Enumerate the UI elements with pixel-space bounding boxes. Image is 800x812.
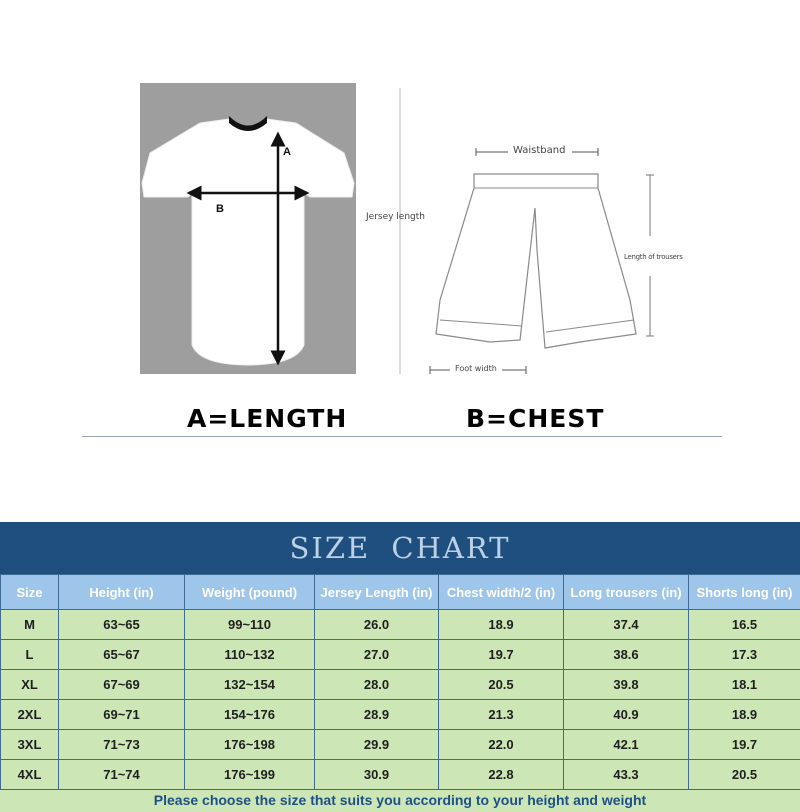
cell-long-trousers: 43.3 [564, 760, 689, 790]
column-header-jersey-length: Jersey Length (in) [315, 575, 439, 610]
size-table [0, 574, 800, 790]
cell-jersey-length: 28.9 [315, 700, 439, 730]
cell-height: 63~65 [59, 610, 185, 640]
cell-long-trousers: 37.4 [564, 610, 689, 640]
cell-chest-width: 18.9 [439, 610, 564, 640]
cell-weight: 132~154 [185, 670, 315, 700]
column-header-height: Height (in) [59, 575, 185, 610]
foot-width-label: Foot width [455, 364, 497, 373]
cell-chest-width: 21.3 [439, 700, 564, 730]
table-row [1, 760, 800, 790]
cell-long-trousers: 40.9 [564, 700, 689, 730]
cell-shorts-long: 19.7 [689, 730, 800, 760]
size-advice-footer: Please choose the size that suits you according to your height and weight [0, 790, 800, 812]
cell-weight: 154~176 [185, 700, 315, 730]
cell-size: XL [1, 670, 59, 700]
cell-weight: 176~198 [185, 730, 315, 760]
cell-jersey-length: 26.0 [315, 610, 439, 640]
cell-jersey-length: 27.0 [315, 640, 439, 670]
legend-a-length: A=LENGTH [187, 404, 347, 433]
cell-shorts-long: 18.1 [689, 670, 800, 700]
cell-weight: 110~132 [185, 640, 315, 670]
divider-line [82, 436, 722, 437]
cell-height: 71~74 [59, 760, 185, 790]
cell-height: 67~69 [59, 670, 185, 700]
cell-weight: 176~199 [185, 760, 315, 790]
size-chart-title: SIZE CHART [0, 522, 800, 574]
cell-shorts-long: 18.9 [689, 700, 800, 730]
cell-chest-width: 20.5 [439, 670, 564, 700]
column-header-chest-width: Chest width/2 (in) [439, 575, 564, 610]
cell-height: 65~67 [59, 640, 185, 670]
length-of-trousers-label: Length of trousers [624, 253, 683, 261]
cell-weight: 99~110 [185, 610, 315, 640]
table-row [1, 700, 800, 730]
size-chart [0, 522, 800, 800]
legend-b-chest: B=CHEST [466, 404, 604, 433]
cell-size: 4XL [1, 760, 59, 790]
table-row [1, 610, 800, 640]
jersey-letter-b: B [216, 203, 224, 215]
cell-size: 2XL [1, 700, 59, 730]
column-header-shorts-long: Shorts long (in) [689, 575, 800, 610]
waistband-label: Waistband [513, 145, 565, 156]
cell-jersey-length: 28.0 [315, 670, 439, 700]
cell-jersey-length: 30.9 [315, 760, 439, 790]
jersey-length-label: Jersey length [366, 212, 425, 222]
cell-chest-width: 22.0 [439, 730, 564, 760]
cell-size: 3XL [1, 730, 59, 760]
cell-size: M [1, 610, 59, 640]
cell-shorts-long: 20.5 [689, 760, 800, 790]
cell-shorts-long: 16.5 [689, 610, 800, 640]
cell-long-trousers: 42.1 [564, 730, 689, 760]
cell-long-trousers: 38.6 [564, 640, 689, 670]
table-row [1, 670, 800, 700]
cell-chest-width: 22.8 [439, 760, 564, 790]
cell-size: L [1, 640, 59, 670]
cell-height: 71~73 [59, 730, 185, 760]
cell-long-trousers: 39.8 [564, 670, 689, 700]
cell-height: 69~71 [59, 700, 185, 730]
column-header-weight: Weight (pound) [185, 575, 315, 610]
table-row [1, 730, 800, 760]
table-row [1, 640, 800, 670]
cell-chest-width: 19.7 [439, 640, 564, 670]
table-header-row [1, 575, 800, 610]
cell-shorts-long: 17.3 [689, 640, 800, 670]
cell-jersey-length: 29.9 [315, 730, 439, 760]
column-header-long-trousers: Long trousers (in) [564, 575, 689, 610]
column-header-size: Size [1, 575, 59, 610]
jersey-letter-a: A [283, 146, 291, 158]
